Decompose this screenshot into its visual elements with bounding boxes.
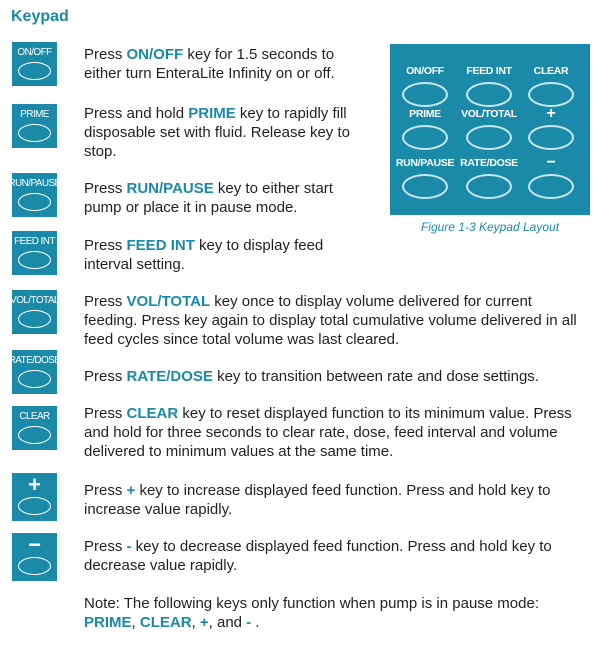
note-separator: , and	[208, 614, 247, 631]
description-text: key to transition between rate and dose settings.	[212, 368, 539, 385]
minus-icon: −	[28, 532, 41, 557]
figure-key-label: VOL/TOTAL	[461, 108, 517, 120]
description-text: Press and hold	[84, 105, 189, 122]
oval-button-icon	[18, 251, 51, 269]
description-text: key to rapidly fill disposable set with fluid. Release key to stop.	[84, 105, 350, 160]
figure-key-on-off	[397, 64, 453, 107]
plus-description	[84, 481, 589, 519]
oval-button-icon	[466, 82, 512, 107]
note-separator: ,	[191, 614, 200, 631]
key-icon-label: RUN/PAUSE	[8, 178, 61, 189]
key-name: PRIME	[84, 614, 132, 631]
key-icon-label: RATE/DOSE	[8, 355, 61, 366]
figure-key-label: RUN/PAUSE	[395, 157, 455, 169]
figure-key-run-pause	[397, 156, 453, 199]
note-separator: ,	[131, 614, 140, 631]
oval-button-icon	[528, 125, 574, 150]
oval-button-icon	[18, 124, 51, 142]
description-text: key to decrease displayed feed function. Press and hold key to decrease value rapidly.	[84, 538, 552, 574]
description-text: key to reset displayed function to its minimum value. Press and hold for three seconds to clear rate, dose, feed interval and volume delivered to minimum values at the same time.	[84, 405, 572, 460]
description-text: key to either start pump or place it in pause mode.	[84, 180, 333, 216]
key-name: RATE/DOSE	[126, 368, 213, 385]
note-text: .	[251, 614, 260, 631]
description-text: Press	[84, 180, 127, 197]
note-text: Note: The following keys only function when pump is in pause mode:	[84, 595, 539, 612]
figure-key-vol-total	[461, 107, 517, 150]
oval-button-icon	[18, 557, 51, 575]
description-text: Press	[84, 405, 127, 422]
rate-dose-key-icon	[8, 350, 61, 394]
key-name: FEED INT	[126, 237, 195, 254]
key-name: RUN/PAUSE	[126, 180, 214, 197]
oval-button-icon	[528, 174, 574, 199]
oval-button-icon	[18, 370, 51, 388]
figure-key-label: RATE/DOSE	[460, 157, 518, 169]
plus-key-icon	[12, 473, 57, 521]
prime-description	[84, 104, 359, 161]
description-text: Press	[84, 46, 127, 63]
key-name: +	[199, 614, 209, 631]
vol-total-description	[84, 292, 584, 349]
oval-button-icon	[402, 82, 448, 107]
figure-key-clear	[523, 64, 579, 107]
description-text: key once to display volume delivered for current feeding. Press key again to display total cumulative volume delivered in all feed cycles since total volume was last cleared.	[84, 293, 577, 348]
description-text: Press	[84, 368, 127, 385]
oval-button-icon	[18, 193, 51, 211]
minus-icon: −	[546, 154, 556, 171]
key-icon-label: CLEAR	[19, 411, 50, 422]
minus-description	[84, 537, 589, 575]
key-name: +	[126, 482, 136, 499]
figure-key-prime	[397, 107, 453, 150]
on-off-description	[84, 45, 364, 83]
rate-dose-description	[84, 367, 584, 386]
section-heading: Keypad	[11, 8, 69, 25]
plus-icon: +	[546, 105, 556, 122]
description-text: key to increase displayed feed function. Press and hold key to increase value rapidly.	[84, 482, 551, 518]
oval-button-icon	[402, 174, 448, 199]
key-icon-label: FEED INT	[14, 236, 55, 247]
prime-key-icon	[12, 104, 57, 148]
oval-button-icon	[18, 310, 51, 328]
description-text: Press	[84, 237, 127, 254]
description-text: Press	[84, 293, 127, 310]
figure-key-rate-dose	[461, 156, 517, 199]
oval-button-icon	[466, 174, 512, 199]
pause-mode-note	[84, 594, 584, 632]
key-name: VOL/TOTAL	[126, 293, 211, 310]
run-pause-description	[84, 179, 374, 217]
figure-key-minus	[523, 156, 579, 199]
oval-button-icon	[402, 125, 448, 150]
key-name: CLEAR	[139, 614, 192, 631]
run-pause-key-icon	[8, 173, 61, 217]
figure-key-label: FEED INT	[466, 65, 512, 77]
key-icon-label: PRIME	[20, 109, 49, 120]
oval-button-icon	[466, 125, 512, 150]
description-text: Press	[84, 482, 127, 499]
description-text: key to display feed interval setting.	[84, 237, 324, 273]
oval-button-icon	[528, 82, 574, 107]
key-name: ON/OFF	[126, 46, 184, 63]
figure-caption: Figure 1-3 Keypad Layout	[420, 220, 560, 234]
key-name: -	[246, 614, 252, 631]
oval-button-icon	[18, 426, 51, 444]
on-off-key-icon	[12, 42, 57, 86]
clear-key-icon	[12, 406, 57, 450]
minus-key-icon	[12, 533, 57, 581]
key-name: -	[126, 538, 132, 555]
feed-int-key-icon	[12, 231, 57, 275]
key-icon-label: VOL/TOTAL	[10, 295, 59, 306]
figure-key-label: ON/OFF	[406, 65, 444, 77]
vol-total-key-icon	[12, 290, 57, 334]
key-name: CLEAR	[126, 405, 179, 422]
figure-key-label: PRIME	[409, 108, 441, 120]
figure-key-label: CLEAR	[533, 65, 569, 77]
description-text: key for 1.5 seconds to either turn EnteraLite Infinity on or off.	[84, 46, 335, 82]
key-name: PRIME	[188, 105, 236, 122]
plus-icon: +	[28, 472, 41, 497]
oval-button-icon	[18, 497, 51, 515]
description-text: Press	[84, 538, 127, 555]
figure-key-plus	[523, 107, 579, 150]
figure-key-feed-int	[461, 64, 517, 107]
clear-description	[84, 404, 589, 461]
keypad-layout-figure	[390, 44, 590, 215]
oval-button-icon	[18, 62, 51, 80]
feed-int-description	[84, 236, 374, 274]
key-icon-label: ON/OFF	[17, 47, 52, 58]
